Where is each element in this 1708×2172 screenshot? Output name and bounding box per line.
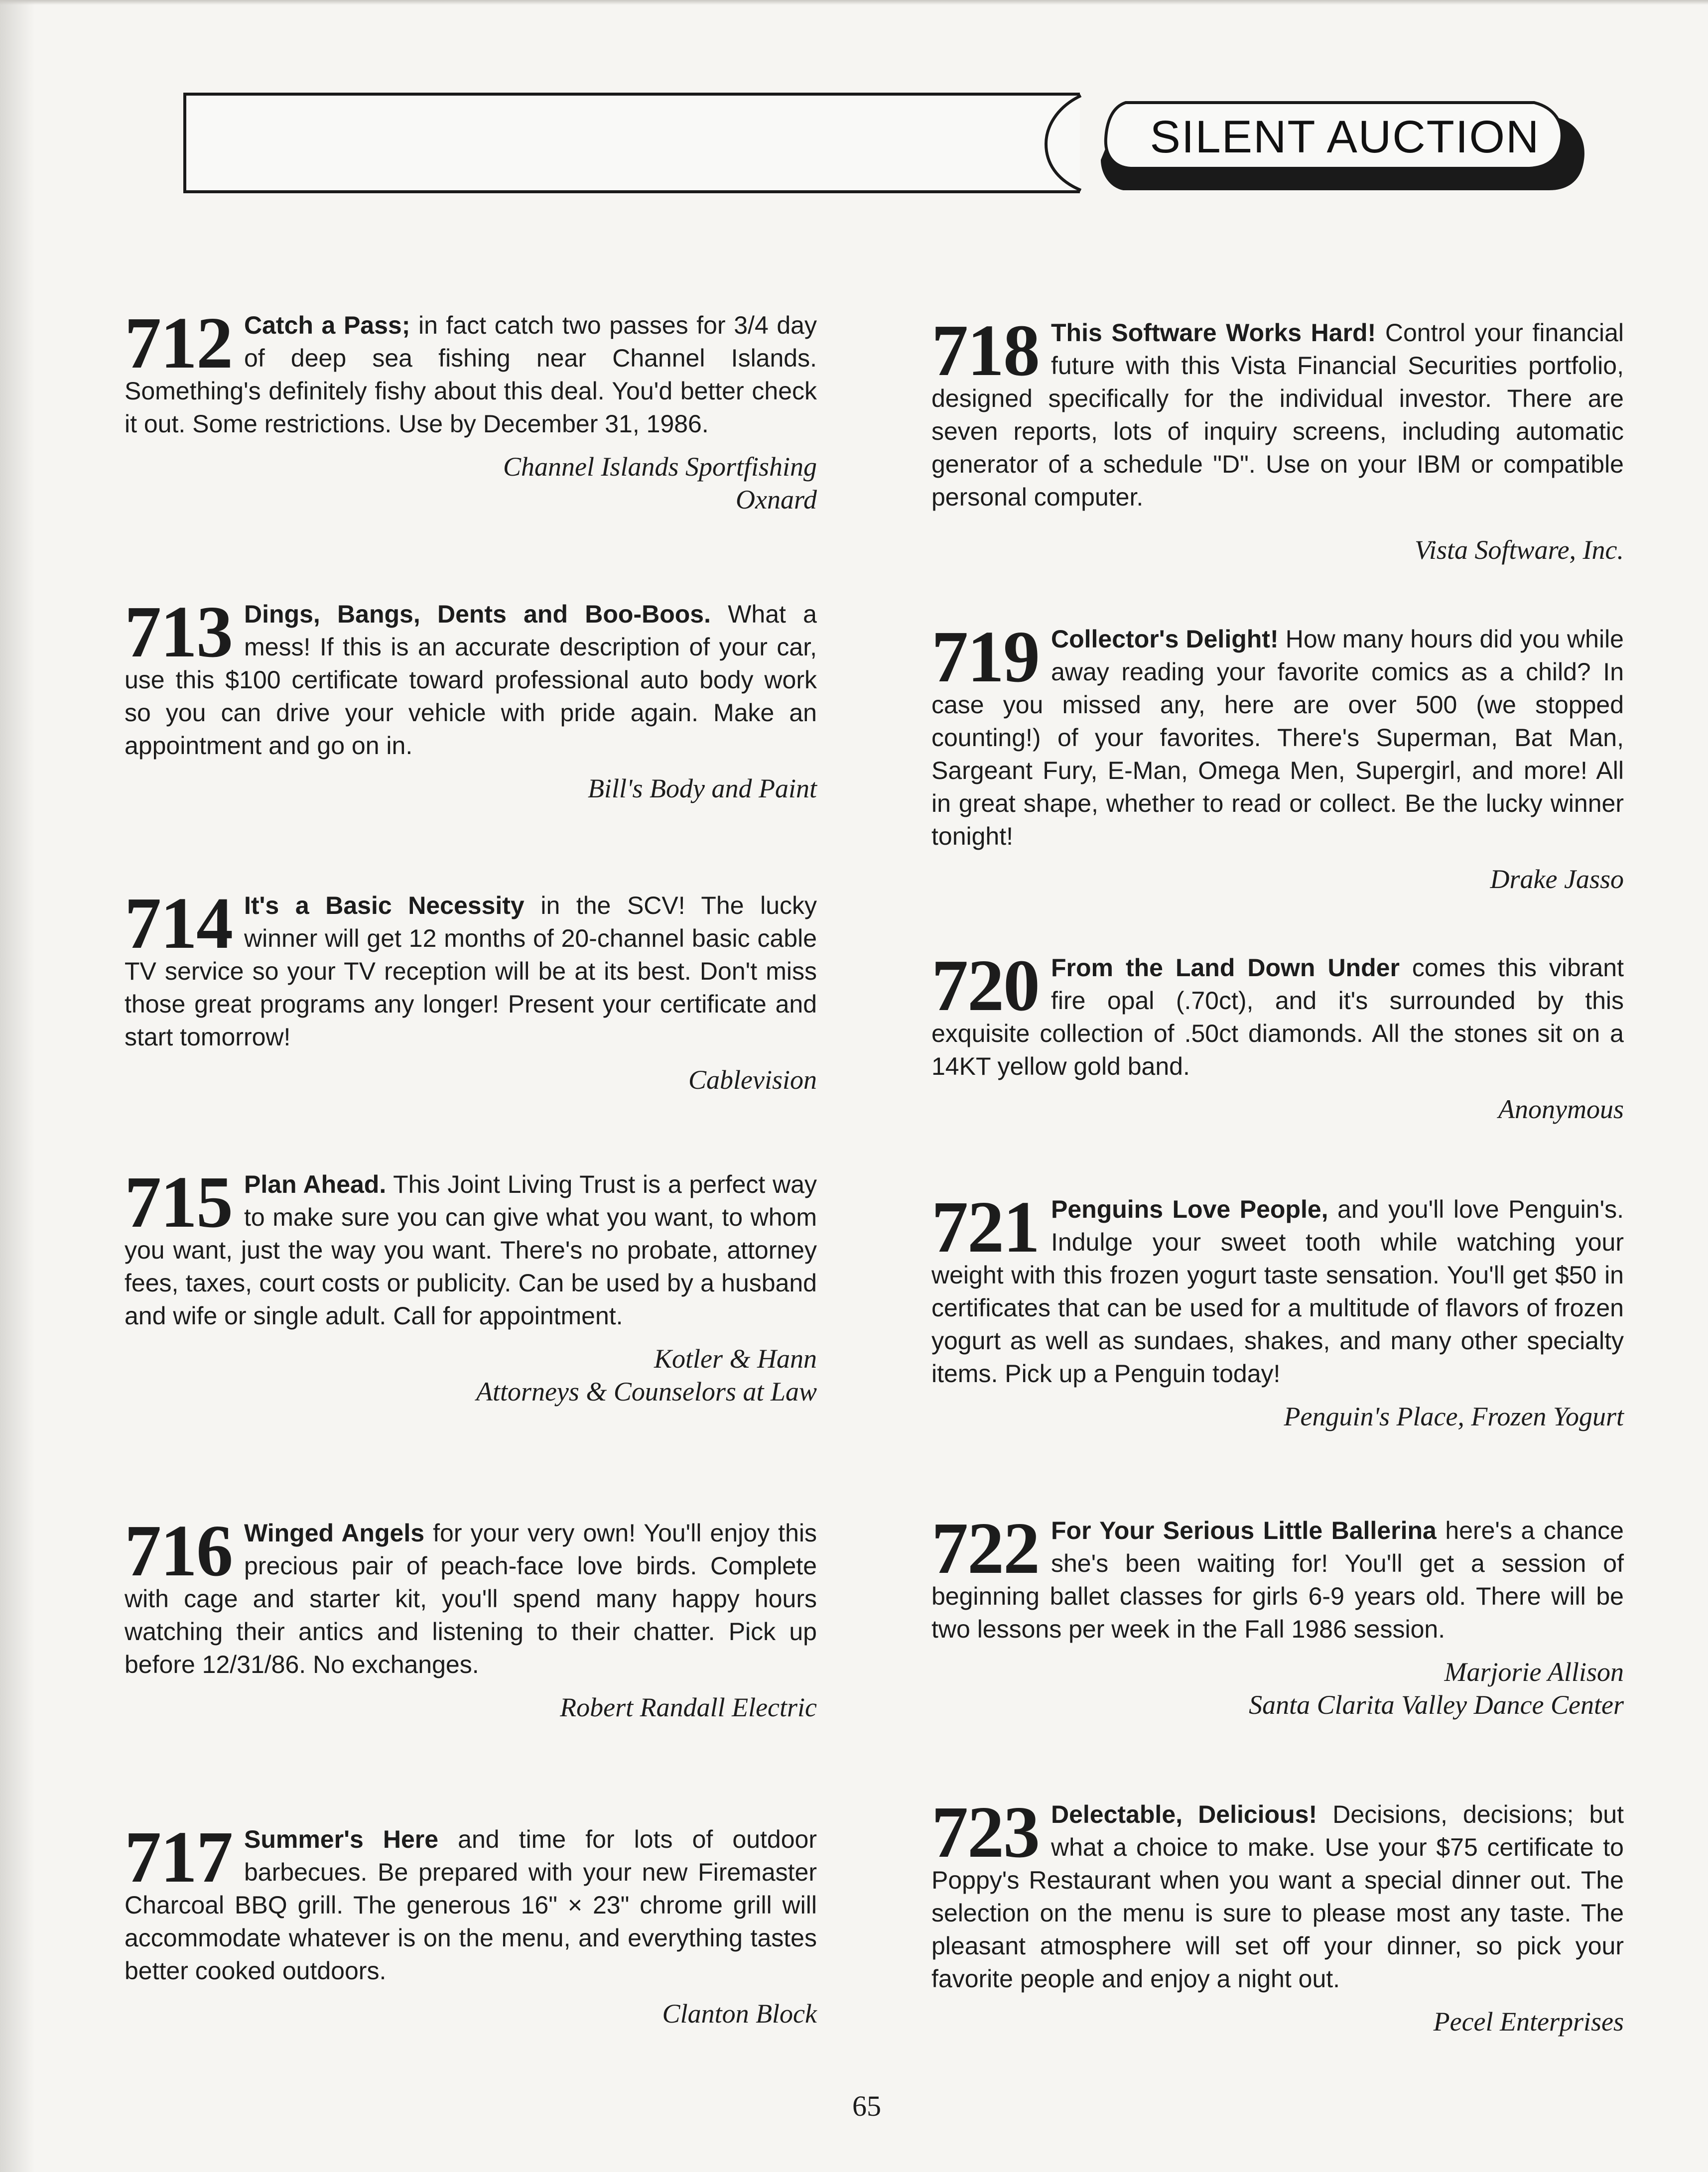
donor <box>125 1332 817 1408</box>
donor-name: Pecel Enterprises <box>1433 2007 1624 2037</box>
auction-item-719 <box>931 616 1624 895</box>
lot-number: 723 <box>931 1791 1039 1873</box>
item-description: Decisions, decisions; but what a choice to make. Use your $75 certificate to Poppy's Restaurant when you want a special dinner out. The selection on the menu is sure to please most any taste. The pleasant atmosphere will set off your dinner, so pick your favorite people and enjoy a night out. <box>931 1800 1624 1993</box>
donor-name: Robert Randall Electric <box>560 1692 817 1722</box>
auction-item-718 <box>931 310 1624 566</box>
item-headline: This Software Works Hard! <box>1051 319 1376 347</box>
donor-affiliation: Attorneys & Counselors at Law <box>476 1377 817 1406</box>
item-description: here's a chance she's been waiting for! You'll get a session of beginning ballet classes for girls 6-9 years old. There will be two lessons per week in the Fall 1986 session. <box>931 1517 1624 1643</box>
auction-item-712 <box>125 302 817 516</box>
donor <box>931 1083 1624 1126</box>
item-description: What a mess! If this is an accurate description of your car, use this $100 certificate toward professional auto body work so you can drive your vehicle with pride again. Make an appointment and go on in. <box>125 600 817 760</box>
auction-item-721 <box>931 1186 1624 1433</box>
page-gutter-shadow <box>0 0 35 2172</box>
lot-number: 720 <box>931 945 1039 1026</box>
lot-number: 722 <box>931 1508 1039 1589</box>
donor-name: Kotler & Hann <box>654 1344 817 1374</box>
donor-name: Vista Software, Inc. <box>1415 535 1624 565</box>
item-description: for your very own! You'll enjoy this precious pair of peach-face love birds. Complete with cage and starter kit, you'll spend many happy hours watching their antics and listening to their chatter. Pick up before 12/31/86. No exchanges. <box>125 1519 817 1678</box>
auction-item-716 <box>125 1510 817 1724</box>
lot-number: 716 <box>125 1510 232 1592</box>
donor-location: Oxnard <box>736 485 817 514</box>
donor <box>125 440 817 516</box>
donor-name: Clanton Block <box>662 1999 817 2029</box>
lot-number: 718 <box>931 310 1039 391</box>
lot-number: 712 <box>125 302 232 384</box>
item-description: comes this vibrant fire opal (.70ct), and it's surrounded by this exquisite collection of .50ct diamonds. All the stones sit on a 14KT yellow gold band. <box>931 954 1624 1080</box>
auction-item-717 <box>125 1816 817 2030</box>
item-description: This Joint Living Trust is a perfect way to make sure you can give what you want, to whom you want, just the way you want. There's no probate, attorney fees, taxes, court costs or publicity. Can be used by a husband and wife or single adult. Call for appointment. <box>125 1170 817 1330</box>
item-headline: For Your Serious Little Ballerina <box>1051 1517 1437 1544</box>
auction-item-722 <box>931 1508 1624 1721</box>
item-description: How many hours did you while away reading your favorite comics as a child? In case you missed any, here are over 500 (we stopped counting!) of your favorites. There's Superman, Bat Man, Sargeant Fury, E-Man, Omega Men, Supergirl, and more! All in great shape, whether to read or collect. Be the lucky winner tonight! <box>931 625 1624 850</box>
item-headline: Collector's Delight! <box>1051 625 1279 653</box>
page-number: 65 <box>852 2090 881 2122</box>
donor <box>125 1987 817 2030</box>
item-headline: Winged Angels <box>244 1519 425 1547</box>
donor <box>125 1053 817 1096</box>
auction-item-720 <box>931 945 1624 1126</box>
auction-item-713 <box>125 591 817 805</box>
lot-number: 719 <box>931 616 1039 698</box>
donor-name: Cablevision <box>688 1065 817 1095</box>
item-headline: Plan Ahead. <box>244 1170 387 1198</box>
page-top-edge <box>0 0 1708 5</box>
auction-item-715 <box>125 1161 817 1408</box>
donor <box>125 762 817 805</box>
item-description: and you'll love Penguin's. Indulge your sweet tooth while watching your weight with this frozen yogurt taste sensation. You'll get $50 in certificates that can be used for a multitude of flavors of frozen yogurt as well as sundaes, shakes, and many other specialty items. Pick up a Penguin today! <box>931 1195 1624 1388</box>
donor <box>931 1646 1624 1721</box>
donor-organization: Santa Clarita Valley Dance Center <box>1249 1690 1624 1720</box>
lot-number: 721 <box>931 1186 1039 1268</box>
item-headline: Dings, Bangs, Dents and Boo-Boos. <box>244 600 711 628</box>
donor-name: Anonymous <box>1498 1094 1624 1124</box>
donor <box>125 1681 817 1724</box>
section-title: SILENT AUCTION <box>1150 111 1540 162</box>
item-description: in fact catch two passes for 3/4 day of deep sea fishing near Channel Islands. Something's definitely fishy about this deal. You'd better check it out. Some restrictions. Use by December 31, 1986. <box>125 311 817 438</box>
donor <box>931 853 1624 895</box>
donor-name: Marjorie Allison <box>1444 1657 1624 1687</box>
item-headline: Delectable, Delicious! <box>1051 1800 1317 1828</box>
item-headline: Penguins Love People, <box>1051 1195 1328 1223</box>
lot-number: 715 <box>125 1161 232 1243</box>
item-headline: Catch a Pass; <box>244 311 410 339</box>
donor <box>931 513 1624 566</box>
auction-item-714 <box>125 883 817 1096</box>
item-headline: It's a Basic Necessity <box>244 892 525 919</box>
donor-name: Bill's Body and Paint <box>587 773 817 803</box>
auction-item-723 <box>931 1791 1624 2038</box>
donor <box>931 1390 1624 1433</box>
item-description: Control your financial future with this Vista Financial Securities portfolio, designed specifically for the individual investor. There are seven reports, lots of inquiry screens, including automatic generator of a schedule "D". Use on your IBM or compatible personal computer. <box>931 319 1624 511</box>
item-description: and time for lots of outdoor barbecues. Be prepared with your new Firemaster Charcoal BBQ grill. The generous 16" × 23" chrome grill will accommodate whatever is on the menu, and everything tastes better cooked outdoors. <box>125 1825 817 1985</box>
item-headline: From the Land Down Under <box>1051 954 1400 982</box>
donor-name: Penguin's Place, Frozen Yogurt <box>1284 1402 1624 1431</box>
lot-number: 713 <box>125 591 232 673</box>
item-description: in the SCV! The lucky winner will get 12 months of 20-channel basic cable TV service so your TV reception will be at its best. Don't miss those great programs any longer! Present your certificate and start tomorrow! <box>125 892 817 1051</box>
lot-number: 717 <box>125 1816 232 1898</box>
item-headline: Summer's Here <box>244 1825 439 1853</box>
donor-name: Channel Islands Sportfishing <box>503 452 817 482</box>
lot-number: 714 <box>125 883 232 964</box>
header-banner-box <box>183 93 1080 193</box>
donor-name: Drake Jasso <box>1490 864 1624 894</box>
donor <box>931 1995 1624 2038</box>
